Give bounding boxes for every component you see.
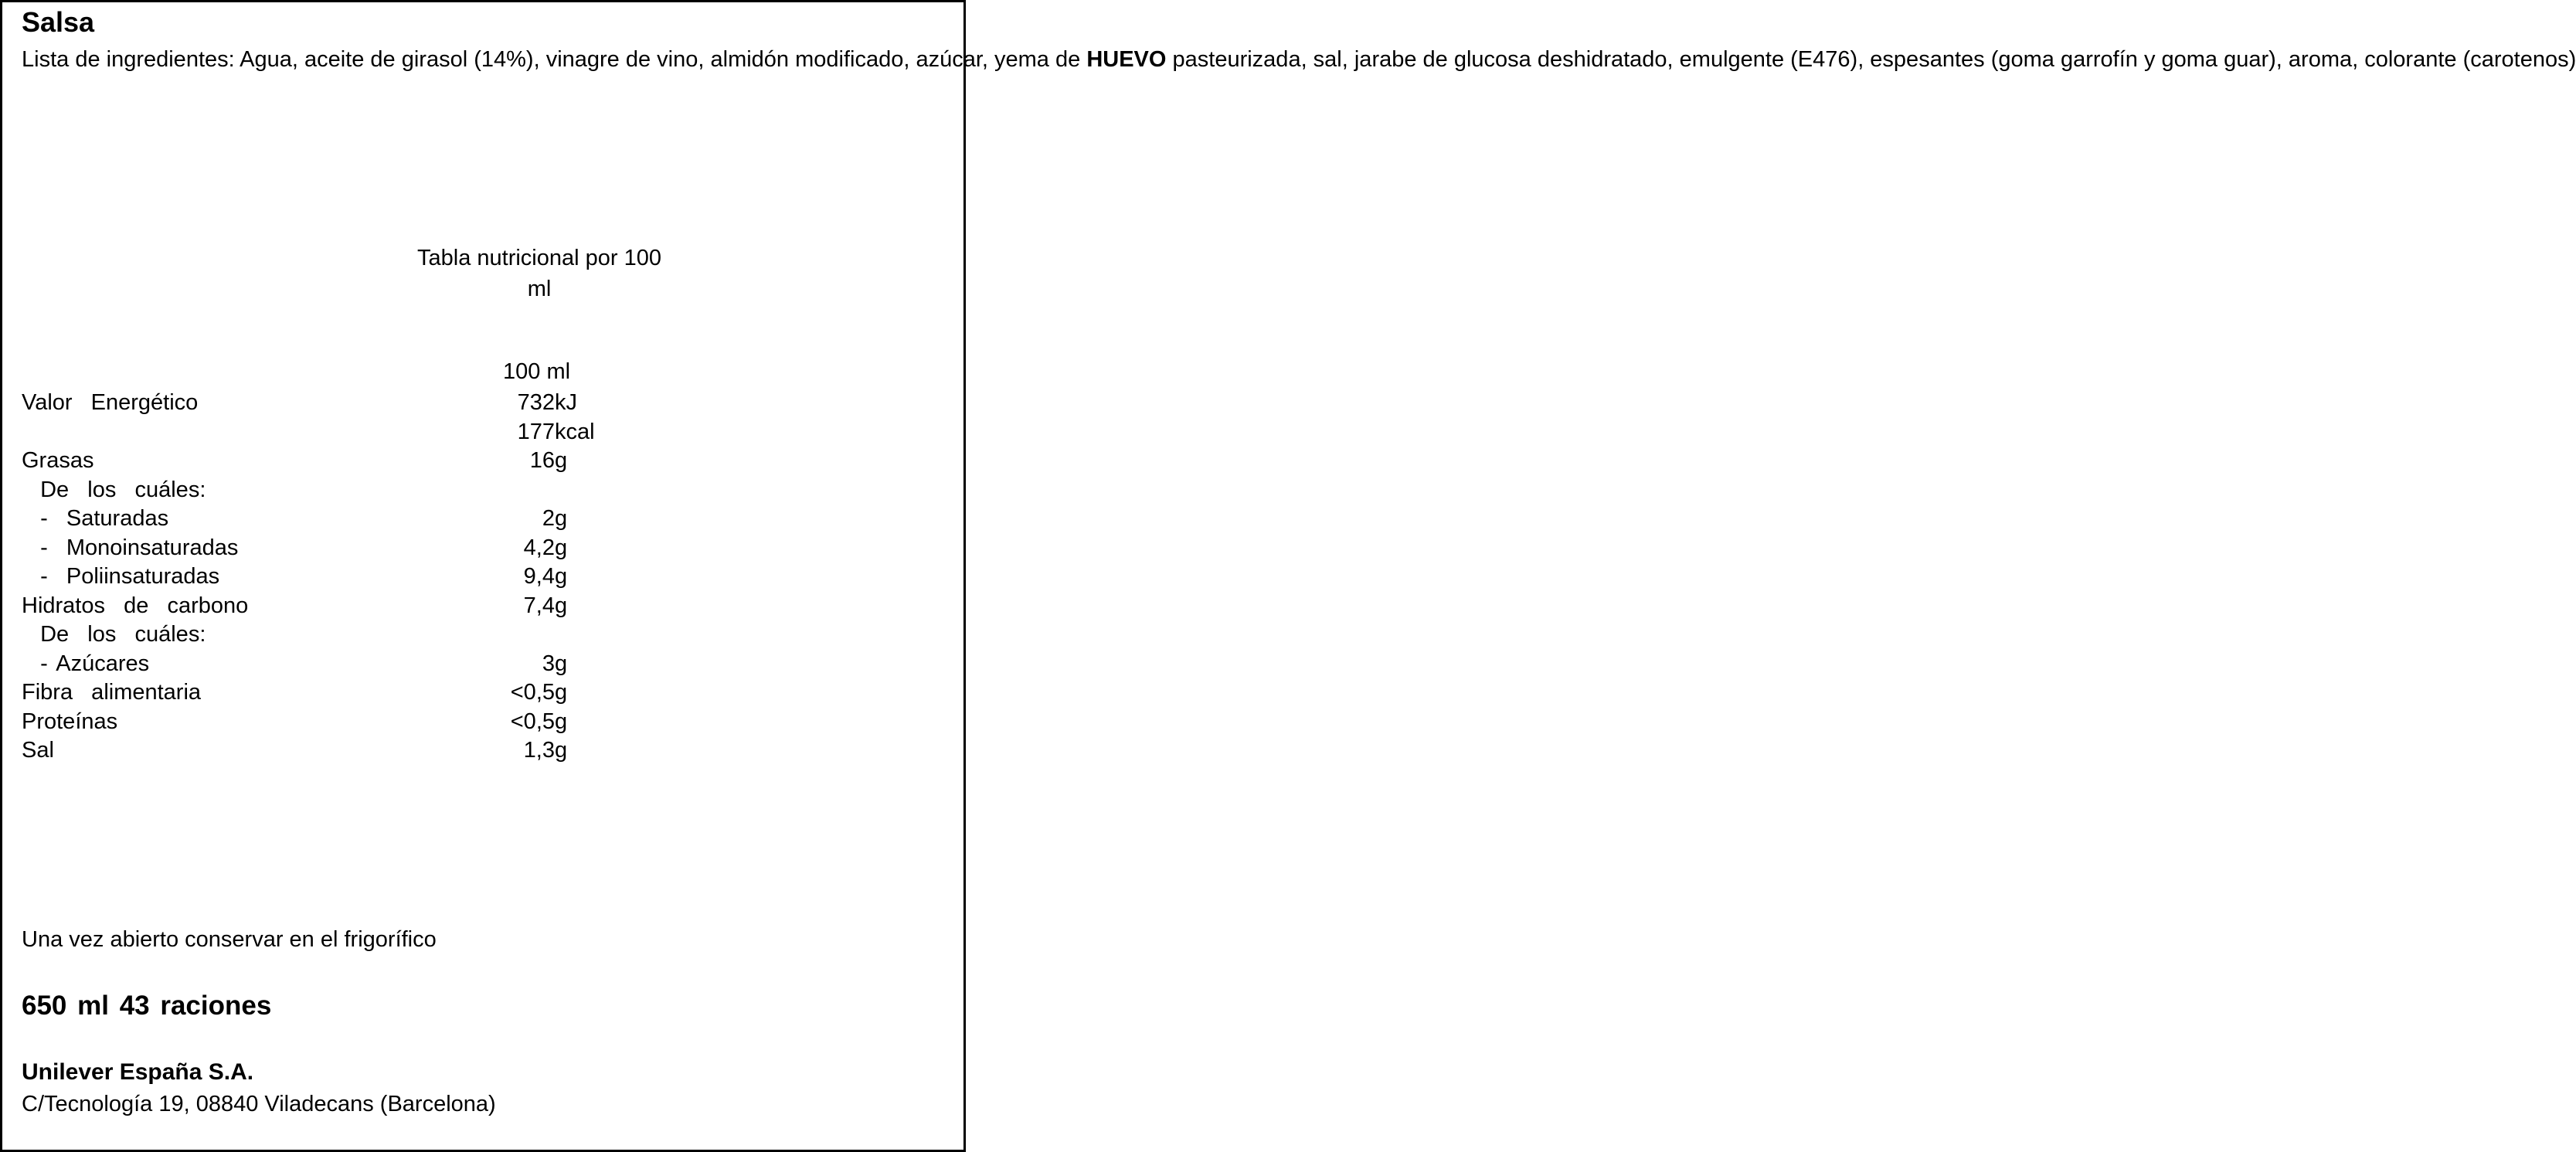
nutrient-unit: kJ [555,390,577,415]
nutrient-value: 3 [542,651,555,676]
nutrient-value: 7,4 [523,593,555,618]
nutrient-unit: g [555,709,568,734]
nutrition-row [22,448,640,477]
nutrient-unit: g [555,564,568,589]
nutrient-unit: g [555,680,568,705]
nutrition-row [22,738,640,766]
nutrient-label: Valor Energético [22,390,199,415]
nutrient-value: 2 [542,506,555,531]
nutrition-row [22,420,640,448]
nutrition-row [22,680,640,709]
nutrition-row [22,477,640,506]
nutrient-label: De los cuáles: [22,622,206,647]
company-address: C/Tecnología 19, 08840 Viladecans (Barcelona) [22,1092,496,1116]
nutrient-label: De los cuáles: [22,477,206,502]
ingredients-text-start: Lista de ingredientes: Agua, aceite de girasol (14%), vinagre de vino, almidón modificado, azúcar, yema de [22,47,1087,72]
nutrient-unit: kcal [555,419,595,444]
nutrition-row [22,564,640,593]
nutrition-table-title [389,243,690,304]
nutrient-unit: g [555,506,568,531]
portions-info: 650 ml 43 raciones [22,991,272,1021]
nutrition-row [22,390,640,419]
storage-note: Una vez abierto conservar en el frigorífico [22,927,437,952]
nutrient-label: Hidratos de carbono [22,593,249,618]
nutrition-title-line-2: ml [527,277,552,301]
nutrition-column-header: 100 ml [503,359,571,384]
nutrient-value: 1,3 [523,738,555,763]
nutrient-value: 177 [517,419,555,444]
nutrition-row [22,535,640,564]
product-title: Salsa [22,6,95,38]
allergen-highlight: HUEVO [1086,47,1167,72]
nutrient-label: Grasas [22,448,94,473]
nutrition-row [22,709,640,738]
ingredients-text-end: pasteurizada, sal, jarabe de glucosa deshidratado, emulgente (E476), espesantes (goma garrofín y goma guar), aroma, colorante (carotenos) [1166,47,2576,72]
nutrient-value: 16 [529,448,555,473]
nutrition-row [22,593,640,622]
nutrient-label: - Azúcares [22,651,150,676]
nutrient-label: - Monoinsaturadas [22,535,239,560]
company-name: Unilever España S.A. [22,1059,254,1085]
nutrient-value: 4,2 [523,535,555,560]
ingredients-list [22,45,2576,74]
nutrition-row [22,622,640,651]
nutrient-value: <0,5 [510,709,555,734]
nutrient-value: 9,4 [523,564,555,589]
nutrient-unit: g [555,593,568,618]
nutrient-label: Fibra alimentaria [22,680,202,705]
nutrient-unit: g [555,738,568,763]
nutrition-row [22,651,640,680]
nutrient-label: - Poliinsaturadas [22,564,220,589]
nutrient-unit: g [555,651,568,676]
nutrient-unit: g [555,448,568,473]
nutrient-label: Proteínas [22,709,118,734]
nutrient-value: 732 [517,390,555,415]
nutrient-unit: g [555,535,568,560]
nutrition-title-line-1: Tabla nutricional por 100 [417,246,661,270]
nutrition-row [22,506,640,535]
nutrient-label: - Saturadas [22,506,169,531]
nutrient-value: <0,5 [510,680,555,705]
nutrient-label: Sal [22,738,54,763]
